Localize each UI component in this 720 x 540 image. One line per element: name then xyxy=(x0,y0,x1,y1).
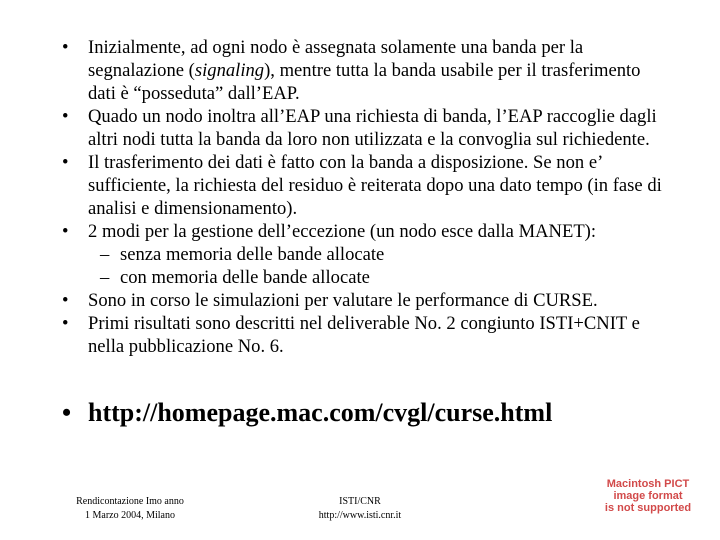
bullet-item xyxy=(62,36,662,105)
unsupported-image-placeholder xyxy=(590,478,706,514)
bullet-dot: • xyxy=(62,37,69,58)
bullet-dot: • xyxy=(62,106,69,127)
bullet-item xyxy=(62,289,662,312)
bullet-dot: • xyxy=(62,313,69,334)
sub-list xyxy=(88,243,662,289)
footer-left-line1: Rendicontazione Imo anno xyxy=(76,496,184,507)
bullet-list xyxy=(62,36,662,358)
pict-line1: Macintosh PICT xyxy=(606,478,690,490)
bullet-item xyxy=(62,220,662,289)
footer-left-line2: 1 Marzo 2004, Milano xyxy=(85,510,175,521)
bullet-text: Sono in corso le simulazioni per valutare le performance di CURSE. xyxy=(88,290,598,311)
dash-icon: – xyxy=(100,267,110,288)
footer-mid-line2: http://www.isti.cnr.it xyxy=(318,510,402,521)
bullet-dot: • xyxy=(62,290,69,311)
sub-item-text: senza memoria delle bande allocate xyxy=(120,244,385,265)
bullet-item xyxy=(62,151,662,220)
footer-center xyxy=(310,495,410,523)
bullet-text-part: ), mentre tutta la banda usabile per il trasferimento dati è “posseduta” dall’EAP. xyxy=(88,60,641,104)
bullet-text-part: Inizialmente, ad ogni nodo è assegnata solamente una banda per la segnalazione ( xyxy=(88,37,584,81)
bullet-text: 2 modi per la gestione dell’eccezione (un nodo esce dalla MANET): xyxy=(88,221,597,242)
bullet-item xyxy=(62,312,662,358)
footer-mid-line1: ISTI/CNR xyxy=(339,496,381,507)
pict-line2: image format xyxy=(613,490,683,502)
sub-item xyxy=(88,266,662,289)
pict-line3: is not supported xyxy=(604,502,692,514)
bullet-dot: • xyxy=(62,398,72,427)
bullet-text: Primi risultati sono descritti nel deliverable No. 2 congiunto ISTI+CNIT e nella pubblicazione No. 6. xyxy=(88,313,640,357)
bullet-text: Il trasferimento dei dati è fatto con la banda a disposizione. Se non e’ sufficiente, la richiesta del residuo è reiterata dopo una dato tempo (in fase di analisi e dimensionamento). xyxy=(88,152,662,219)
sub-item xyxy=(88,243,662,266)
bullet-text: Quado un nodo inoltra all’EAP una richiesta di banda, l’EAP raccoglie dagli altri nodi tutta la banda da loro non utilizzata e la convoglia sul richiedente. xyxy=(88,106,657,150)
bullet-dot: • xyxy=(62,221,69,242)
link-line xyxy=(62,398,552,428)
homepage-link[interactable]: http://homepage.mac.com/cvgl/curse.html xyxy=(88,398,553,427)
bullet-dot: • xyxy=(62,152,69,173)
bullet-item xyxy=(62,105,662,151)
sub-item-text: con memoria delle bande allocate xyxy=(120,267,370,288)
footer-left xyxy=(70,495,190,523)
dash-icon: – xyxy=(100,244,110,265)
bullet-text-italic: signaling xyxy=(194,60,265,81)
